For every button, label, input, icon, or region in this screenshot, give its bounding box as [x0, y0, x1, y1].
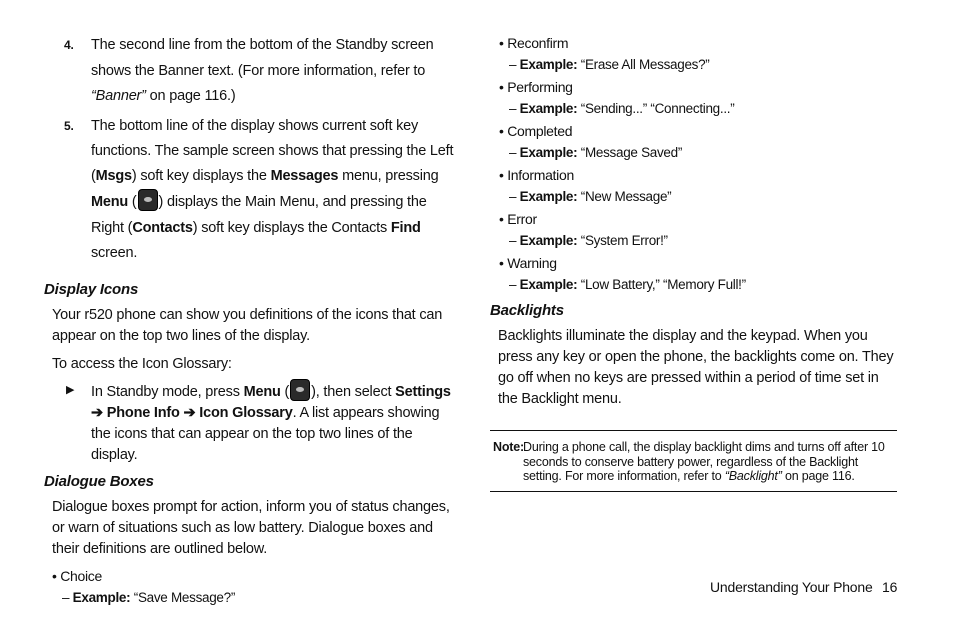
- example-error: [499, 230, 898, 251]
- dash: –: [509, 277, 520, 292]
- dialogue-boxes-paragraph: Dialogue boxes prompt for action, inform you of status changes, or warn of situations such as low battery. Dialogue boxes and their definitions are outlined below.: [52, 499, 450, 558]
- cross-reference: “Backlight”: [724, 469, 782, 483]
- example-label: Example:: [519, 101, 578, 116]
- example-warning: [499, 274, 898, 295]
- contacts-label: Contacts: [132, 219, 193, 236]
- msgs-key-label: Msgs: [95, 168, 132, 185]
- step-arrow-icon: ▶: [66, 384, 75, 397]
- menu-path: Settings ➔ Phone Info ➔ Icon Glossary: [91, 384, 451, 422]
- dialogue-boxes-heading: Dialogue Boxes: [44, 473, 154, 491]
- step-text: The bottom line of the display shows current soft key functions. The sample screen shows that pressing the Left (: [91, 117, 454, 185]
- display-icons-paragraph: Your r520 phone can show you definitions of the icons that can appear on the top two lines of the display.: [52, 307, 443, 345]
- step-text: . A list appears showing the icons that can appear on the top two lines of the display.: [91, 405, 440, 464]
- note-label: Note:: [493, 440, 524, 454]
- step-text: ) soft key displays the Contacts: [192, 219, 391, 236]
- dash: –: [509, 233, 520, 248]
- note-text-body: During a phone call, the display backlight dims and turns off after 10 seconds to conserve battery power, regardless of the Backlight setting. For more information, refer to: [523, 440, 885, 483]
- bullet-completed: • Completed: [499, 123, 573, 139]
- menu-label: Menu: [243, 384, 281, 401]
- ok-key-icon: [290, 379, 310, 401]
- bullet-error: • Error: [499, 211, 537, 227]
- dash: –: [509, 101, 520, 116]
- step-text: ) soft key displays the: [131, 168, 271, 185]
- display-icons-heading: Display Icons: [44, 281, 139, 299]
- step-number: 4.: [64, 38, 74, 52]
- example-completed: [499, 142, 898, 163]
- dash: –: [509, 189, 520, 204]
- step-text: menu, pressing: [338, 168, 439, 185]
- dialogue-types-list: [490, 33, 898, 295]
- right-column: [490, 33, 898, 410]
- example-choice: [44, 587, 454, 608]
- bullet-information: • Information: [499, 167, 574, 183]
- backlights-heading: Backlights: [490, 302, 564, 319]
- cross-reference: “Banner”: [91, 88, 146, 104]
- bullet-choice: • Choice: [52, 568, 102, 585]
- step-text: The second line from the bottom of the Standby screen shows the Banner text. (For more information, refer to: [91, 37, 434, 79]
- example-text: “Erase All Messages?”: [577, 57, 710, 72]
- note-text: [523, 440, 893, 484]
- example-reconfirm: [499, 54, 898, 75]
- find-label: Find: [390, 219, 421, 236]
- note-box: [490, 430, 897, 492]
- ok-key-icon: [138, 189, 158, 211]
- note-text-end: on page 116.: [781, 469, 855, 483]
- step-text: ), then select: [311, 384, 396, 401]
- example-label: Example:: [519, 233, 578, 248]
- example-information: [499, 186, 898, 207]
- example-label: Example:: [519, 277, 578, 292]
- step-text: ) displays the Main Menu, and pressing the Right (: [91, 194, 427, 236]
- backlights-paragraph: Backlights illuminate the display and the keypad. When you press any key or open the phone, the backlights come on. They go off when no keys are pressed within a period of time set in the Backlight menu.: [498, 328, 894, 407]
- left-column: [44, 33, 454, 608]
- menu-label: Menu: [91, 194, 129, 211]
- step-number: 5.: [64, 118, 74, 133]
- step-4: [44, 33, 454, 110]
- dash: –: [509, 145, 520, 160]
- example-text: “Save Message?”: [130, 590, 236, 606]
- step-text: (: [280, 384, 290, 401]
- example-label: Example:: [519, 57, 578, 72]
- icon-glossary-step: [44, 379, 454, 466]
- bullet-performing: • Performing: [499, 79, 573, 95]
- example-label: Example:: [72, 590, 131, 606]
- example-text: “System Error!”: [577, 233, 668, 248]
- icon-glossary-intro: To access the Icon Glossary:: [52, 356, 232, 373]
- step-text-end: on page 116.): [145, 88, 236, 104]
- example-label: Example:: [519, 189, 578, 204]
- example-text: “Message Saved”: [577, 145, 683, 160]
- dash: –: [62, 590, 73, 606]
- bullet-warning: • Warning: [499, 255, 557, 271]
- footer-section-title: Understanding Your Phone: [710, 579, 873, 595]
- page-number: 16: [882, 579, 898, 595]
- example-text: “New Message”: [577, 189, 672, 204]
- step-text: screen.: [91, 244, 138, 261]
- step-5: [44, 114, 454, 267]
- step-text: (: [128, 194, 137, 211]
- messages-label: Messages: [270, 168, 339, 185]
- example-label: Example:: [519, 145, 578, 160]
- example-text: “Sending...” “Connecting...”: [577, 101, 735, 116]
- example-performing: [499, 98, 898, 119]
- bullet-reconfirm: • Reconfirm: [499, 35, 569, 51]
- step-text: In Standby mode, press: [91, 384, 244, 401]
- example-text: “Low Battery,” “Memory Full!”: [577, 277, 746, 292]
- dash: –: [509, 57, 520, 72]
